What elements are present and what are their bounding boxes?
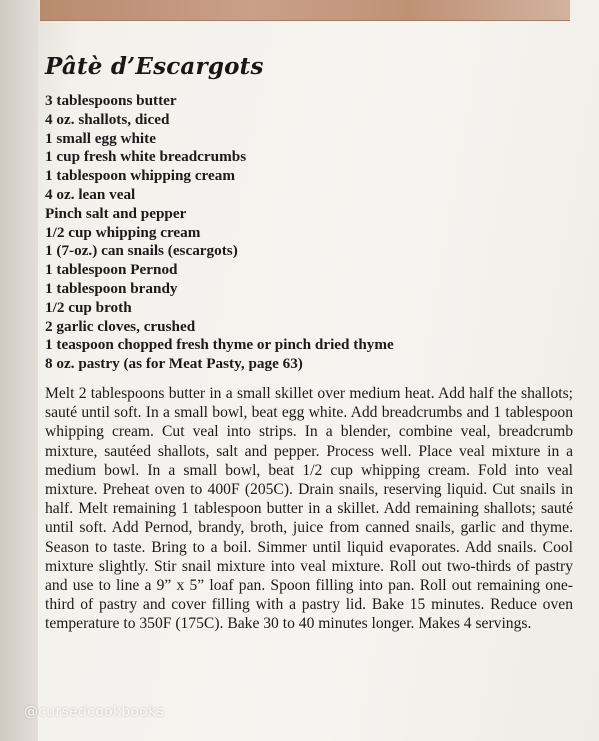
ingredient-item: 4 oz. shallots, diced: [45, 110, 170, 128]
recipe-block: [45, 52, 575, 634]
ingredient-item: 1 tablespoon whipping cream: [45, 167, 236, 185]
ingredient-item: 1 tablespoon brandy: [45, 279, 178, 297]
ingredient-item: 1 cup fresh white breadcrumbs: [45, 148, 247, 166]
ingredient-item: 1 teaspoon chopped fresh thyme or pinch dried thyme: [45, 336, 394, 354]
page-gutter-shadow: [0, 0, 38, 741]
ingredient-item: 1/2 cup broth: [45, 298, 132, 316]
ingredient-item: 8 oz. pastry (as for Meat Pasty, page 63): [45, 355, 303, 373]
ingredient-item: 3 tablespoons butter: [45, 92, 177, 109]
recipe-title: Pâtè d’Escargots: [45, 53, 264, 80]
recipe-instructions: Melt 2 tablespoons butter in a small skillet over medium heat. Add half the shallots; sauté until soft. In a small bowl, beat egg white. Add breadcrumbs and 1 tablespoon whipping cream. Cut veal into strips. In a blender, combine veal, breadcrumb mixture, sautéed shallots, salt and pepper. Process well. Place veal mixture in a medium bowl. In a small bowl, beat 1/2 cup whipping cream. Fold into veal mixture. Preheat oven to 400F (205C). Drain snails, reserving liquid. Cut snails in half. Melt remaining 1 tablespoon butter in a skillet. Add remaining shallots; sauté until soft. Add Pernod, brandy, broth, juice from canned snails, garlic and thyme. Season to taste. Bring to a boil. Simmer until liquid evaporates. Add snails. Cool mixture slightly. Stir snail mixture into veal mixture. Roll out two-thirds of pastry and use to line a 9” x 5” loaf pan. Spoon filling into pan. Roll out remaining one-third of pastry and cover filling with a pastry lid. Bake 15 minutes. Reduce oven temperature to 350F (175C). Bake 30 to 40 minutes longer. Makes 4 servings.: [45, 384, 573, 633]
ingredient-list: [45, 92, 575, 374]
ingredient-item: 1 (7-oz.) can snails (escargots): [45, 242, 238, 260]
ingredient-item: 1 tablespoon Pernod: [45, 261, 178, 279]
ingredient-item: 1 small egg white: [45, 129, 156, 147]
ingredient-item: 2 garlic cloves, crushed: [45, 317, 196, 335]
ingredient-item: 4 oz. lean veal: [45, 185, 136, 203]
photo-edge: [40, 0, 570, 21]
ingredient-item: 1/2 cup whipping cream: [45, 223, 201, 241]
watermark-text: @cursedcookbooks: [24, 704, 165, 720]
ingredient-item: Pinch salt and pepper: [45, 204, 187, 222]
